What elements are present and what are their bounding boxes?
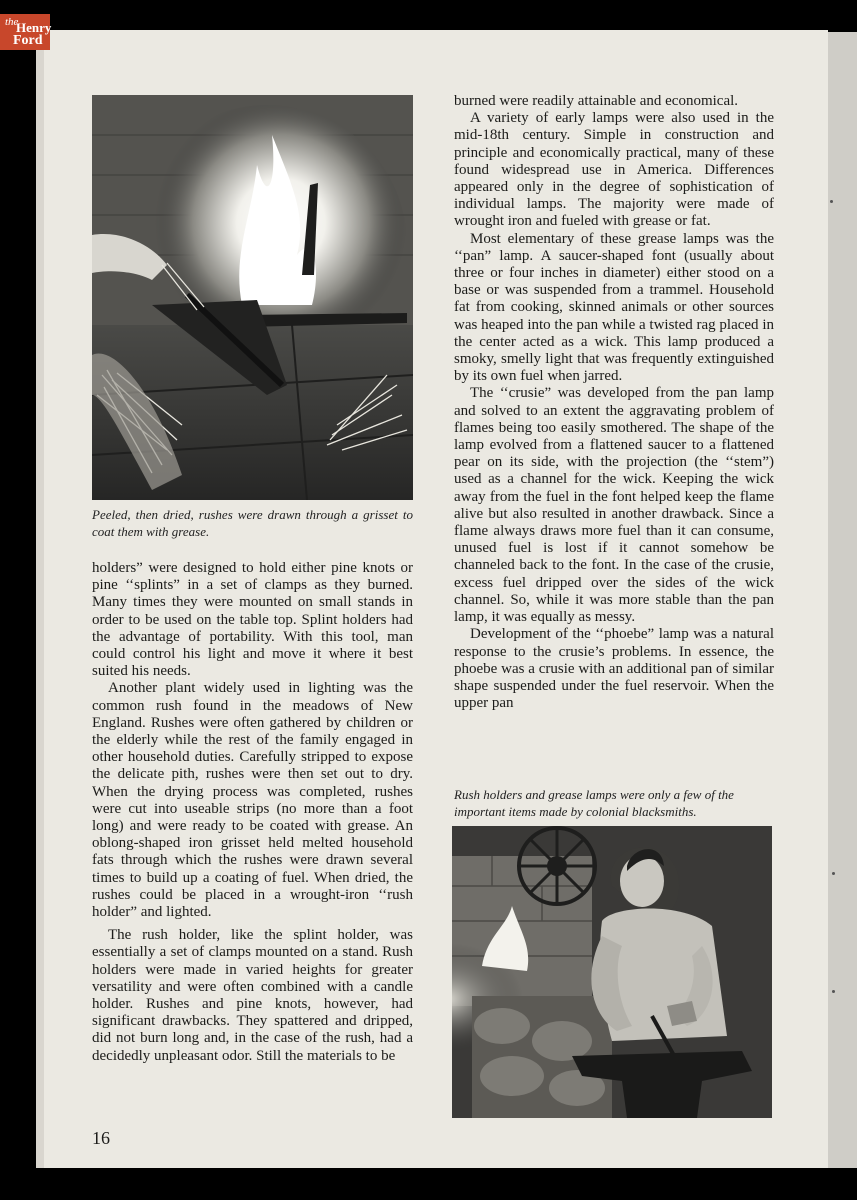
henry-ford-logo[interactable]: [0, 14, 50, 50]
margin-mark: [832, 990, 835, 993]
caption-photo-rushes: Peeled, then dried, rushes were drawn through a grisset to coat them with grease.: [92, 507, 413, 539]
page-edge: [36, 30, 44, 1168]
paragraph: Another plant widely used in lighting was the common rush found in the meadows of New England. Rushes were often gathered by children or the elderly while the rest of the family engaged in other household duties. Carefully stripped to expose the delicate pith, rushes were then set out to dry. When the drying process was completed, rushes were cut into useable strips (no more than a foot long) and were ready to be coated with grease. An oblong-shaped iron grisset held melted household fats through which the rushes were drawn several times to build up a coating of fuel. When dried, the rushes could be placed in a wrought-iron ‘‘rush holder” and lighted.: [92, 680, 413, 921]
photo-rushes-grisset: [92, 95, 413, 500]
paragraph: Development of the ‘‘phoebe” lamp was a natural response to the crusie’s problems. In essence, the phoebe was a crusie with an additional pan of similar shape suspended under the fuel reservoir. When the upper pan: [454, 626, 774, 712]
page-number: 16: [92, 1128, 110, 1148]
paragraph: The rush holder, like the splint holder, was essentially a set of clamps mounted on a stand. Rush holders were made in varied heights for greater versatility and were often combined with a candle holder. Rushes and pine knots, however, had significant drawbacks. They spattered and dripped, did not burn long and, in the case of the rush, had a decidedly unpleasant odor. Still the materials to be: [92, 927, 413, 1064]
photo-blacksmith: [452, 826, 772, 1118]
logo-the: the: [5, 16, 19, 28]
right-column: [454, 93, 774, 712]
paragraph: The ‘‘crusie” was developed from the pan lamp and solved to an extent the aggravating problem of flames being too easily smothered. The shape of the lamp evolved from a flattened saucer to a flattened pear on its side, with the projection (the ‘‘stem”) used as a channel for the wick. Keeping the wick away from the fuel in the font helped keep the flame alive but also resulted in another drawback. Since a flame always draws more fuel than it can consume, unused fuel is lost if it cannot somehow be channeled back to the font. In the case of the crusie, excess fuel dripped over the sides of the wick channel. So, while it was more stable than the pan lamp, it was equally as messy.: [454, 385, 774, 626]
photo-rushes-grisset-illustration: [92, 95, 413, 500]
left-column: [92, 560, 413, 1065]
paragraph: Most elementary of these grease lamps was the ‘‘pan” lamp. A saucer-shaped font (usually about three or four inches in diameter) either stood on a base or was suspended from a trammel. Household fat from cooking, skinned animals or other sources was heaped into the pan while a twisted rag placed in the center acted as a wick. This lamp produced a smoky, smelly light that was frequently extinguished by its own fuel when jarred.: [454, 230, 774, 385]
paragraph: burned were readily attainable and economical.: [454, 93, 739, 109]
margin-mark: [830, 200, 833, 203]
paragraph: holders” were designed to hold either pine knots or pine ‘‘splints” in a set of clamps as they burned. Many times they were mounted on small stands in order to be used on the table top. Splint holders had the advantage of portability. With this tool, man could control his light and move it where it best suited his needs.: [92, 560, 413, 680]
margin-mark: [832, 872, 835, 875]
logo-henry: Henry: [16, 20, 52, 35]
caption-photo-blacksmith: Rush holders and grease lamps were only a few of the important items made by colonial blacksmiths.: [454, 787, 734, 819]
paragraph: A variety of early lamps were also used in the mid-18th century. Simple in construction and principle and economically practical, many of these found widespread use in America. Differences appeared only in the degree of sophistication of individual lamps. The majority were made of wrought iron and fueled with grease or fat.: [454, 110, 774, 230]
logo-ford: Ford: [13, 33, 43, 48]
photo-blacksmith-illustration: [452, 826, 772, 1118]
